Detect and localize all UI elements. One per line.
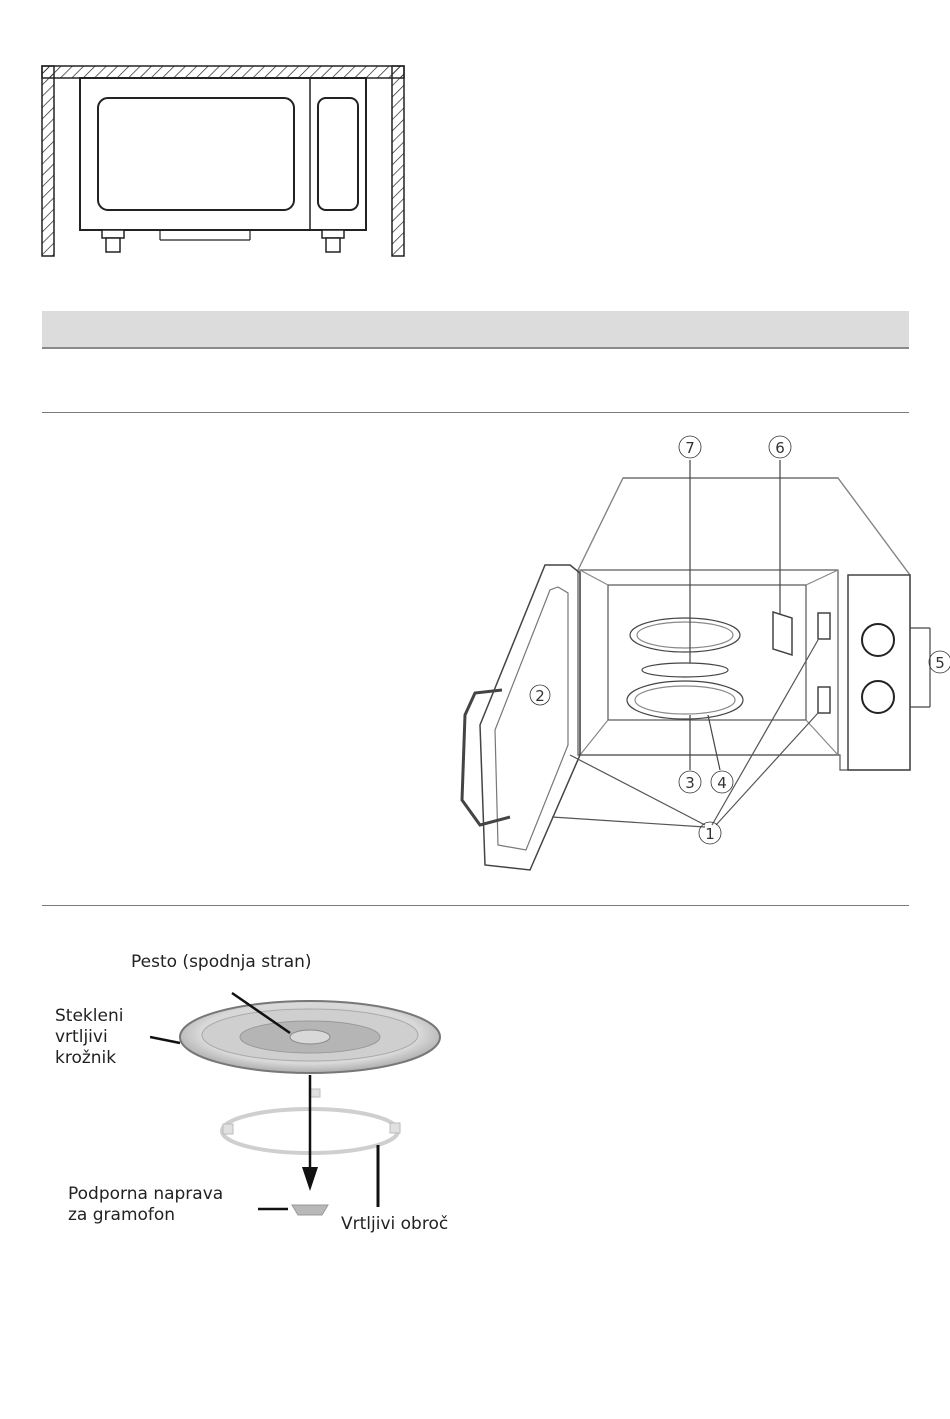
section-header-band bbox=[42, 311, 909, 349]
divider-bottom bbox=[42, 905, 909, 906]
oven-cavity bbox=[580, 570, 838, 755]
open-door bbox=[480, 565, 580, 870]
knob-timer bbox=[862, 624, 894, 656]
waveguide-cover bbox=[773, 612, 792, 655]
roller-ring-label: Vrtljivi obroč bbox=[341, 1214, 449, 1234]
glass-tray bbox=[630, 618, 740, 652]
glass-plate-label: Stekleni vrtljivi krožnik bbox=[55, 1006, 124, 1068]
control-panel bbox=[848, 575, 910, 770]
turntable-support bbox=[292, 1205, 328, 1215]
door-latch-lower bbox=[818, 687, 830, 713]
cabinet-walls bbox=[42, 66, 404, 256]
callout-5-label: 5 bbox=[935, 654, 945, 672]
microwave-front bbox=[80, 74, 388, 240]
callout-6-label: 6 bbox=[775, 439, 785, 457]
callout-1-label: 1 bbox=[705, 825, 715, 843]
housing-outline bbox=[578, 478, 910, 770]
turntable-support-label: Podporna naprava za gramofon bbox=[68, 1184, 224, 1225]
installation-figure bbox=[40, 64, 408, 260]
turntable-base bbox=[627, 681, 743, 719]
door-latch-upper bbox=[818, 613, 830, 639]
callout-3-label: 3 bbox=[685, 774, 695, 792]
callout-2-label: 2 bbox=[535, 687, 545, 705]
knob-power bbox=[862, 681, 894, 713]
hub-label: Pesto (spodnja stran) bbox=[131, 952, 312, 972]
divider-top bbox=[42, 412, 909, 413]
roller-ring bbox=[642, 663, 728, 677]
microwave-feet bbox=[102, 230, 344, 252]
callout-7-label: 7 bbox=[685, 439, 695, 457]
plate-hub bbox=[290, 1030, 330, 1044]
callout-4-label: 4 bbox=[717, 774, 727, 792]
parts-diagram bbox=[440, 425, 950, 885]
